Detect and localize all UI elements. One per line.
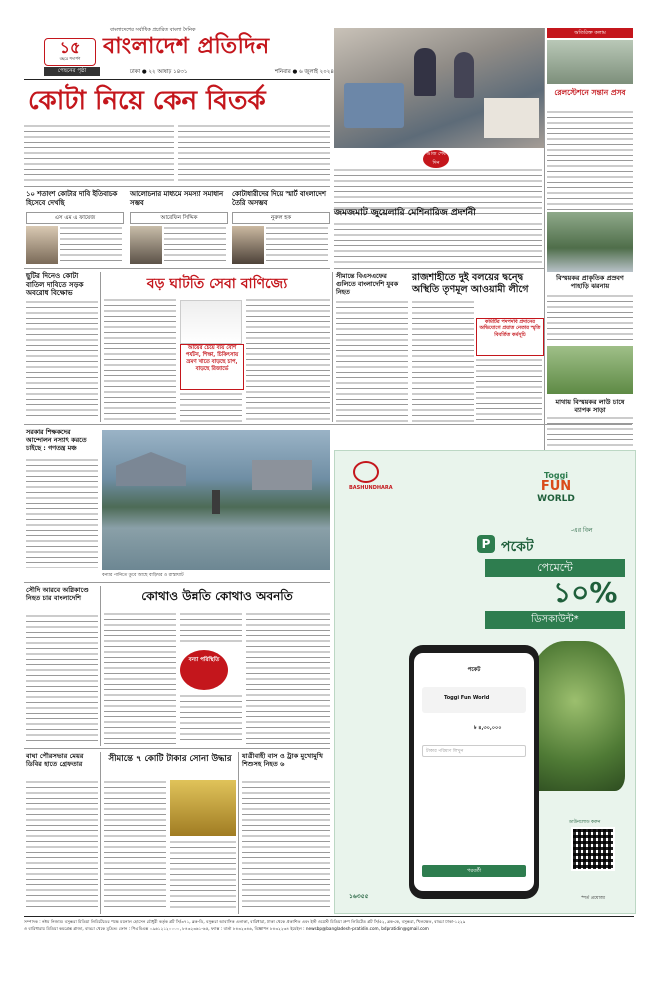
- ad-discount-word: ডিসকাউন্ট*: [485, 611, 625, 629]
- rajshahi-box: কমিটির পদপদবি প্রদানের অভিযোগে প্রয়াত নেতার স্মৃতি বিবর্তিত কর্মসূচি: [476, 318, 544, 356]
- flood-photo: [102, 430, 330, 570]
- pocket-logo: P: [477, 535, 495, 553]
- saudi-headline[interactable]: সৌদি আরবে অগ্নিকাণ্ডে নিহত চার বাংলাদেশি: [26, 586, 89, 603]
- issue-date: শনিবার ● ৬ জুলাই ২০২৪: [275, 69, 334, 75]
- right-story-2-title[interactable]: বিস্ময়কর প্রাকৃতিক প্রস্রবণ পাহাড়ি ঝরনায়: [556, 274, 624, 290]
- author-photo-2: [130, 226, 162, 264]
- author-photo-1: [26, 226, 58, 264]
- column-label: অতিরিক্ত কলাম: [547, 28, 633, 38]
- phone-title: পকেট: [467, 667, 481, 673]
- anniversary-badge: ১৫ বছরে পদার্পণ: [44, 38, 96, 66]
- author-bar-3: নুরুল হক: [232, 212, 330, 224]
- dinosaur-art: [525, 641, 625, 791]
- service-headline[interactable]: বড় ঘাটতি সেবা বাণিজ্যে: [146, 276, 288, 292]
- masthead-rule: [24, 79, 330, 80]
- ad-brand: BASHUNDHARA: [349, 485, 393, 491]
- road-block-headline[interactable]: ছুটির দিনেও কোটা বাতিল দাবিতে সড়ক অবরোধ বিক্ষোভ: [26, 272, 84, 297]
- qr-label: ডাউনলোড করুন: [569, 820, 601, 825]
- author-bar-2: আরেফিন সিদ্দিক: [130, 212, 228, 224]
- author-bar-1: এস এম এ ফায়েজ: [26, 212, 124, 224]
- phone-mockup: [409, 645, 539, 899]
- bashundhara-logo: [353, 461, 379, 483]
- fair-photo: [334, 28, 544, 148]
- tagline: বাংলাদেশের সর্বাধিক প্রচারিত বাংলা দৈনিক: [110, 27, 196, 33]
- phone-merchant-card: [422, 687, 526, 713]
- dateline: ঢাকা ● ২২ আষাঢ় ১৪৩১: [130, 69, 188, 75]
- lead-sub-2[interactable]: আলোচনার মাধ্যমে সমস্যা সমাধান সম্ভব: [130, 190, 224, 207]
- phone-amount-input[interactable]: টাকার পরিমাণ লিখুন: [422, 745, 526, 757]
- improve-headline[interactable]: কোথাও উন্নতি কোথাও অবনতি: [141, 589, 293, 603]
- flood-status-badge: বন্যা পরিস্থিতি: [180, 650, 228, 690]
- mayor-headline[interactable]: বাঘা পৌরসভার মেয়র ডিবির হাতে গ্রেফতার: [26, 752, 84, 769]
- ad-terms: *শর্ত প্রযোজ্য: [581, 896, 606, 901]
- ad-payment: পেমেন্টে: [485, 559, 625, 577]
- right-photo-1: [547, 40, 633, 84]
- ad-pocket: পকেট: [501, 539, 534, 555]
- right-photo-2: [547, 212, 633, 272]
- right-column: [547, 28, 633, 468]
- gold-headline[interactable]: সীমান্তে ৭ কোটি টাকার সোনা উদ্ধার: [108, 754, 232, 764]
- fair-headline[interactable]: জমজমাট জুয়েলারি মেশিনারিজ প্রদর্শনী: [334, 208, 476, 218]
- lead-sub-3[interactable]: কোটাধারীদের দিয়ে স্মার্ট বাংলাদেশ তৈরি অসম্ভব: [232, 190, 326, 207]
- author-photo-3: [232, 226, 264, 264]
- flood-caption: বন্যার পানিতে ডুবে আছে বাড়িঘর ও রাস্তাঘাট: [102, 573, 184, 578]
- lead-headline[interactable]: কোটা নিয়ে কেন বিতর্ক: [28, 86, 266, 116]
- ad-sub: -এর বিল: [571, 527, 593, 534]
- phone-amount: ৳ ৪,৩০,০০০: [474, 725, 502, 731]
- advertisement[interactable]: [334, 450, 636, 914]
- ad-discount: ১০%: [553, 576, 618, 609]
- bus-headline[interactable]: যাত্রীবাহী বাস ও ট্রাক মুখোমুখি শিশুসহ নিহত ৬: [242, 752, 323, 769]
- phone-screen: [414, 653, 534, 891]
- phone-next-button[interactable]: পরবর্তী: [422, 865, 526, 877]
- border-headline[interactable]: সীমান্তে বিএসএফের গুলিতে বাংলাদেশি যুবক নিহত: [336, 272, 399, 296]
- qr-code[interactable]: [571, 827, 615, 871]
- fair-badge: আজ শেষ দিন: [423, 150, 449, 168]
- service-box: আয়ের চেয়ে ব্যয় বেশি পর্যটন, শিক্ষা, চিকিৎসায় ভ্রমণ খাতে বাড়ছে চাপ, বাড়ছে রিজার্ভে: [180, 344, 244, 390]
- right-story-3-title[interactable]: মাথায় বিস্ময়কর লাউ চাষে ব্যাপক সাড়া: [555, 398, 625, 414]
- toggi-logo: Toggi FUN WORLD: [537, 471, 575, 504]
- right-story-1-title[interactable]: রেলস্টেশনে সন্তান প্রসব: [554, 88, 626, 97]
- right-photo-3: [547, 346, 633, 394]
- gold-photo: [170, 780, 236, 836]
- page-label: পেছনের পৃষ্ঠা: [44, 67, 100, 76]
- imprint-line-2: ও বারিধারায় মিডিয়া কমপ্লেক্স প্লাজা, বাড্ডা থেকে মুদ্রিত। ফোন : পিএবিএক্স ০৯৬১২১২০০০০, ৮৪৩২৩৬১-৬৫, ফ্যাক্স : বার্তা ৮৪৩২৩৪৬, বিজ্ঞাপন ৮৪৩২২৩৪ ইমেইল : newsbp@bangladesh-pratidin.com, bdpratidin@gmail.com: [24, 926, 429, 931]
- imprint-line-1: সম্পাদক : নঈম নিজাম। বসুন্ধরা মিডিয়া লিমিটেডের পক্ষে ময়নাল হোসেন চৌধুরী কর্তৃক প্লট সি/৩৭১, ব্লক-ডি, বসুন্ধরা আবাসিক এলাকা, বারিধারা, ঢাকা থেকে প্রকাশিত এবং ইস্ট ওয়েস্ট মিডিয়া গ্রুপ লিমিটেড প্লট সি/৫২, ব্লক-কে, বসুন্ধরা, খিলক্ষেত, বাড্ডা ঢাকা-১২২৯: [24, 919, 466, 924]
- hotline: ১৬৩৫৫: [349, 893, 369, 900]
- teachers-headline[interactable]: সরকার শিক্ষকদের আন্দোলন নস্যাৎ করতে চাইছে : গণতন্ত্র মঞ্চ: [26, 428, 87, 452]
- phone-merchant: Toggi Fun World: [444, 695, 490, 701]
- paper-title[interactable]: বাংলাদেশ প্রতিদিন: [103, 34, 270, 59]
- rajshahi-headline[interactable]: রাজশাহীতে দুই বলয়ের দ্বন্দ্বে অস্থিতি তৃণমূল আওয়ামী লীগে: [412, 272, 529, 295]
- lead-sub-1[interactable]: ১০ শতাংশ কোটার দাবি ইতিবাচক হিসেবে দেখছি: [26, 190, 118, 207]
- service-chart: [180, 300, 242, 344]
